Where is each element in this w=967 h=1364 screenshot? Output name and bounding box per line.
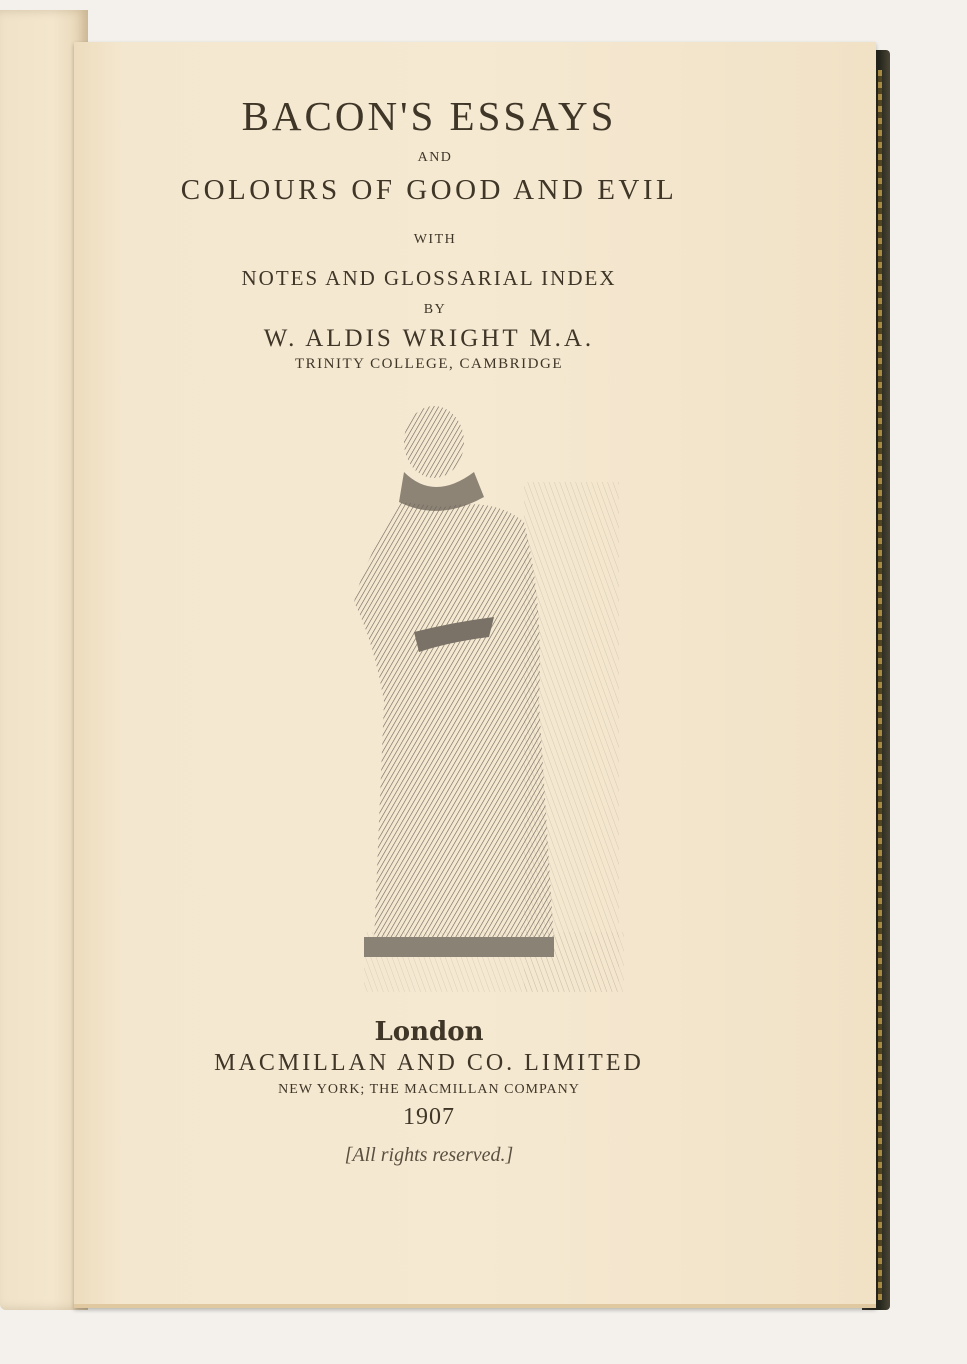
publication-year: 1907: [403, 1104, 455, 1130]
by-line: BY: [423, 302, 447, 317]
gilt-spine-decoration: [878, 70, 882, 1300]
notes-line: NOTES AND GLOSSARIAL INDEX: [241, 266, 617, 290]
book-subtitle: COLOURS OF GOOD AND EVIL: [180, 174, 678, 206]
author: W. ALDIS WRIGHT M.A.: [263, 325, 595, 352]
statue-engraving: [344, 402, 664, 1002]
publication-place: London: [374, 1017, 484, 1047]
co-publisher: NEW YORK; THE MACMILLAN COMPANY: [278, 1082, 580, 1097]
title-page: [74, 42, 876, 1308]
rights-notice: [All rights reserved.]: [344, 1144, 514, 1166]
conjunction-with: WITH: [413, 232, 457, 247]
author-affiliation: TRINITY COLLEGE, CAMBRIDGE: [294, 356, 563, 372]
publisher: MACMILLAN AND CO. LIMITED: [214, 1050, 644, 1076]
conjunction-and: AND: [417, 150, 453, 165]
book-title: BACON'S ESSAYS: [241, 93, 617, 139]
